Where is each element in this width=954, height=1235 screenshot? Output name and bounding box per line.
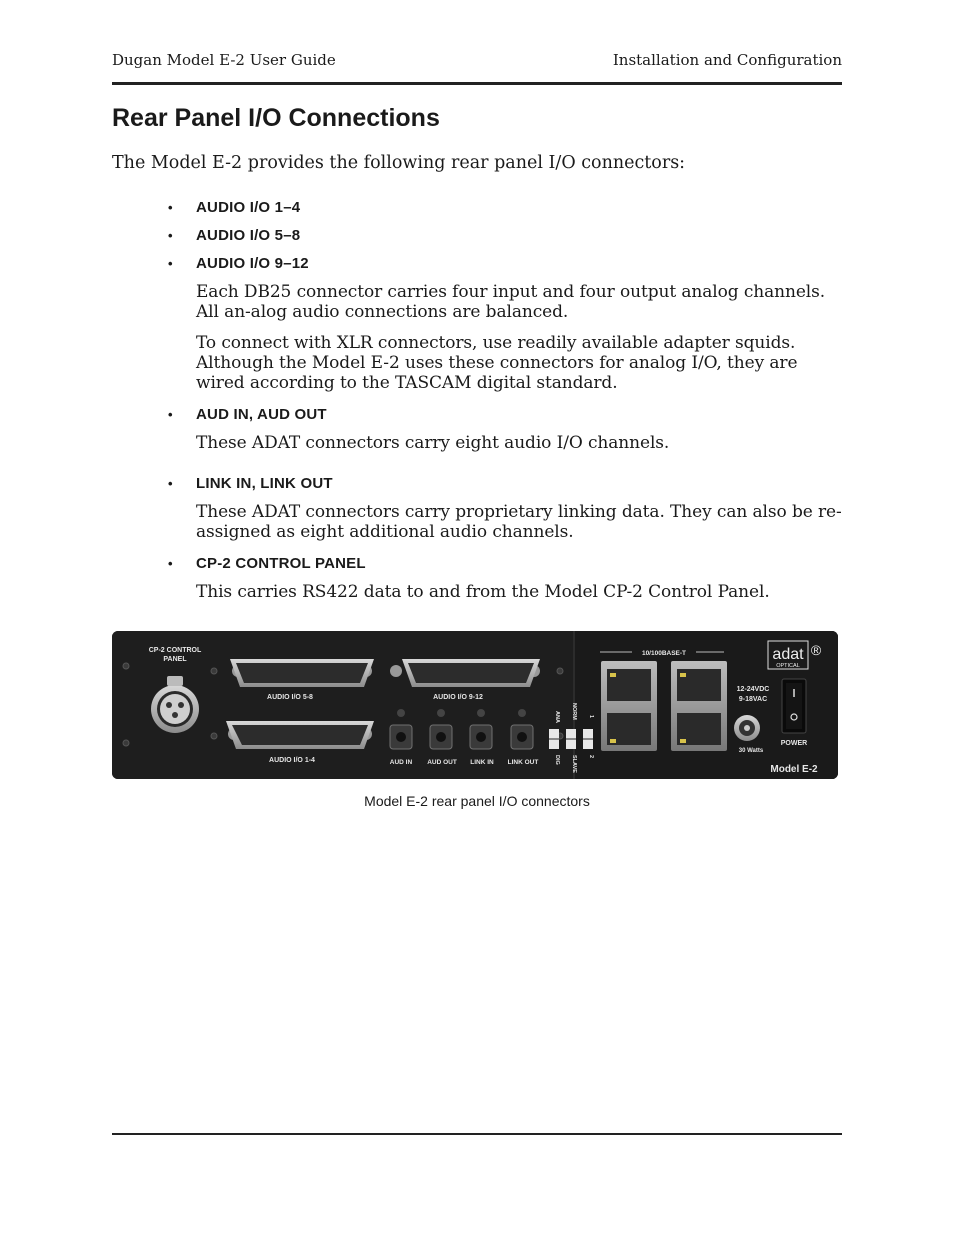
connector-list bbox=[168, 198, 842, 613]
adat-logo-subtitle: OPTICAL bbox=[776, 663, 800, 669]
optical-label-aud-in: AUD IN bbox=[389, 759, 413, 766]
db25-label-9-12: AUDIO I/O 9-12 bbox=[433, 694, 483, 701]
cp2-label-line1: CP-2 CONTROL bbox=[148, 647, 202, 654]
list-item-label: LINK IN, LINK OUT bbox=[196, 475, 333, 492]
db25-label-1-4: AUDIO I/O 1-4 bbox=[269, 757, 315, 764]
db25-label-5-8: AUDIO I/O 5-8 bbox=[267, 694, 313, 701]
running-header-right: Installation and Configuration bbox=[612, 51, 842, 69]
switch-label-2: 2 bbox=[588, 755, 594, 759]
db25-connector-1-4 bbox=[226, 721, 374, 749]
list-item-label: AUDIO I/O 9–12 bbox=[196, 255, 309, 272]
model-label: Model E-2 bbox=[770, 764, 818, 775]
rear-panel-photo bbox=[112, 631, 838, 779]
list-item bbox=[168, 198, 842, 226]
list-item-label: CP-2 CONTROL PANEL bbox=[196, 555, 366, 572]
adat-logo: adat bbox=[772, 646, 804, 663]
list-item-description: This carries RS422 data to and from the Model CP-2 Control Panel. bbox=[196, 582, 770, 602]
switch-label-ana: ANA bbox=[554, 711, 560, 723]
switch-label-dig: DIG bbox=[554, 755, 560, 765]
intro-paragraph: The Model E-2 provides the following rear panel I/O connectors: bbox=[112, 153, 686, 173]
list-item bbox=[168, 554, 842, 582]
cp2-label-line2: PANEL bbox=[163, 656, 187, 663]
bullet-icon: • bbox=[168, 228, 173, 243]
dc-jack bbox=[734, 715, 760, 741]
list-item-description: These ADAT connectors carry proprietary linking data. They can also be re-assigned as eight additional audio channels. bbox=[196, 502, 842, 542]
footer-rule bbox=[112, 1133, 842, 1135]
rear-panel-illustration bbox=[112, 631, 838, 779]
switch-label-1: 1 bbox=[588, 715, 594, 719]
figure-caption: Model E-2 rear panel I/O connectors bbox=[364, 793, 590, 809]
list-item bbox=[168, 226, 842, 254]
bullet-icon: • bbox=[168, 407, 173, 422]
switch-label-slave: SLAVE bbox=[571, 755, 577, 773]
watts-label: 30 Watts bbox=[738, 748, 764, 754]
list-item bbox=[168, 405, 842, 433]
bullet-icon: • bbox=[168, 256, 173, 271]
power-label: POWER bbox=[780, 740, 808, 747]
list-item-label: AUD IN, AUD OUT bbox=[196, 406, 327, 423]
ethernet-label: 10/100BASE-T bbox=[641, 650, 687, 657]
optical-label-aud-out: AUD OUT bbox=[427, 759, 457, 766]
bullet-icon: • bbox=[168, 556, 173, 571]
optical-label-link-in: LINK IN bbox=[470, 759, 494, 766]
db25-connector-5-8 bbox=[230, 659, 374, 687]
list-item-label: AUDIO I/O 5–8 bbox=[196, 227, 301, 244]
registered-mark: ® bbox=[810, 642, 822, 658]
db25-connector-9-12 bbox=[390, 659, 540, 687]
list-item bbox=[168, 254, 842, 282]
list-item-description: Each DB25 connector carries four input and four output analog channels. All an-alog audio connections are balanced. bbox=[196, 282, 826, 322]
bullet-icon: • bbox=[168, 200, 173, 215]
list-item-description: To connect with XLR connectors, use readily available adapter squids. Although the Model E-2 uses these connectors for analog I/O, they are wired according to the TASCAM digital standard. bbox=[196, 333, 798, 393]
list-item-description: These ADAT connectors carry eight audio I/O channels. bbox=[196, 433, 670, 453]
bullet-icon: • bbox=[168, 476, 173, 491]
power-spec-dc: 12-24VDC bbox=[736, 686, 770, 693]
optical-label-link-out: LINK OUT bbox=[507, 759, 539, 766]
power-spec-ac: 9-18VAC bbox=[738, 696, 768, 703]
header-rule bbox=[112, 82, 842, 85]
section-title: Rear Panel I/O Connections bbox=[112, 104, 440, 132]
running-header-left: Dugan Model E-2 User Guide bbox=[112, 51, 336, 69]
list-item bbox=[168, 474, 842, 502]
list-item-label: AUDIO I/O 1–4 bbox=[196, 199, 301, 216]
power-switch bbox=[782, 679, 806, 733]
switch-label-norm: NORM bbox=[571, 703, 577, 720]
